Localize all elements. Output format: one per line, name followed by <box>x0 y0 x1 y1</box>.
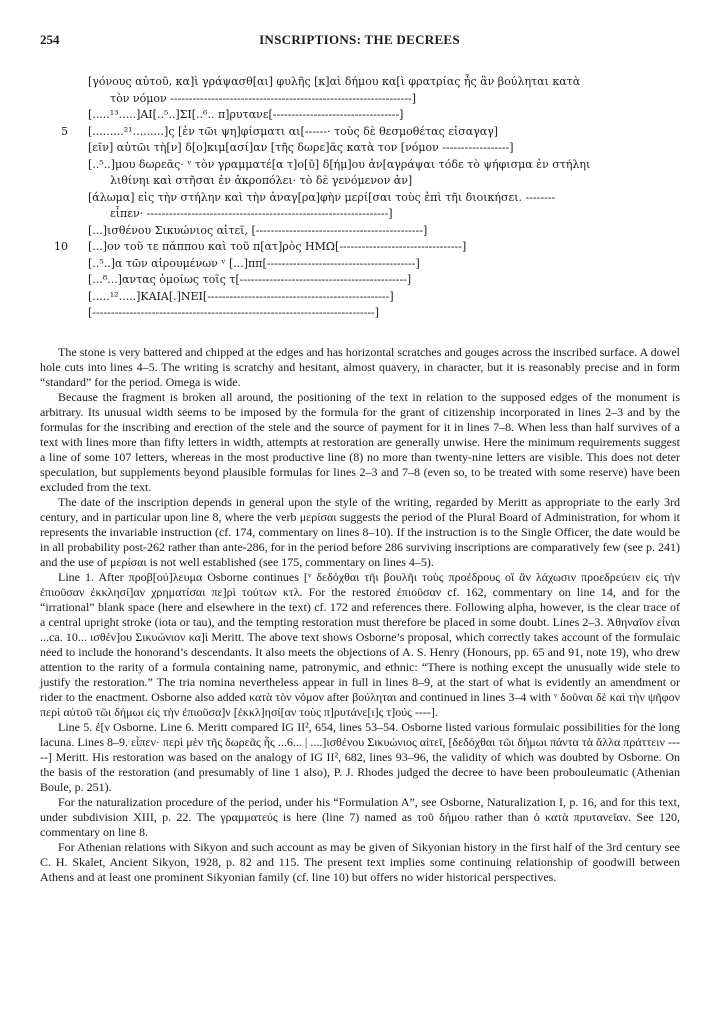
inscription-line <box>88 91 648 108</box>
inscription-line-text: [.....¹³.....]ΑΙ[..⁵..]ΣΙ[..⁶.. π]ρυτανε[----------------------------------] <box>88 108 404 121</box>
inscription-line <box>88 272 648 289</box>
inscription-line-text: [...]ισθένου Σικυώνιος αἰτεῖ, [---------------------------------------------] <box>88 223 428 237</box>
inscription-line-text: [άλωμα] εἰς τὴν στήλην καὶ τὴν ἀναγ[ρα]φὴν μερί[σαι τοὺς ἐπὶ τῆι διοικήσει. -------- <box>88 190 556 204</box>
inscription-line-text: [.........²¹.........]ς [ἐν τῶι ψη]φίσματι αι[------· τοὺς δὲ θεσμοθέτας εἰσαγαγ] <box>88 124 499 138</box>
inscription-line <box>88 173 648 190</box>
inscription-line-text: εἶπεν· -----------------------------------------------------------------] <box>110 207 393 220</box>
commentary-paragraph: For Athenian relations with Sikyon and such account as may be given of Sikyonian history in the first half of the 3rd century see C. H. Skalet, Ancient Sikyon, 1928, p. 82 and 115. The present text implies some continuing relationship of goodwill between Athens and at least one prominent Sikyonian family (cf. line 10) but offers no wider historical perspectives. <box>40 840 680 884</box>
inscription-line <box>88 74 648 91</box>
inscription-text <box>54 74 648 322</box>
inscription-line-text: [...]ον τοῦ τε πάππου καὶ τοῦ π[ατ]ρὸς ΗΜΩ[---------------------------------] <box>88 240 467 253</box>
inscription-line <box>88 305 648 322</box>
line-number: 10 <box>54 240 68 253</box>
commentary-paragraph: Because the fragment is broken all around, the positioning of the text in relation to the supposed edges of the monument is arbitrary. Its unusual width seems to be imposed by the formula for the grant of citizenship incorporated in lines 2–3 and by the formulas for the inscribing and erection of the stele and the source of payment for it in lines 7–8. When less than half survives of a text with lines more than fifty letters in width, attempts at restoration are generally unwise. Here the minimum requirements suggest a line of some 107 letters, whereas in the most productive line (8) no more than twenty-nine letters are visible. This does not deter speculation, but supplements beyond plausible formulas for lines 2–3 and 7–8 (even so, to be treated with some reserve) have been excluded from the text. <box>40 390 680 494</box>
inscription-line <box>88 223 648 240</box>
commentary-paragraph: For the naturalization procedure of the period, under his “Formulation A”, see Osborne, Naturalization I, p. 16, and for this text, under subdivision XIII, p. 22. The γραμματεύς is here (line 7) named as τοῦ δήμου rather than ὁ κατὰ πρυτανεῖαν. See 120, commentary on line 8. <box>40 795 680 839</box>
running-title: INSCRIPTIONS: THE DECREES <box>259 32 460 47</box>
inscription-line <box>88 140 648 157</box>
inscription-line-text: [----------------------------------------------------------------------------] <box>88 306 380 319</box>
inscription-line <box>88 256 648 273</box>
inscription-line <box>54 239 648 256</box>
line-number: 5 <box>61 124 68 138</box>
inscription-line-text: [..⁵..]α τῶν αἱρουμένων ᵛ [...]ππ[----------------------------------------] <box>88 256 420 270</box>
page-number: 254 <box>40 32 60 47</box>
inscription-line-text: [εῖν] αὐτῶι τὴ[ν] δ[ο]κιμ[ασί]αν [τῆς δωρε]ᾶς κατὰ τον [νόμον ------------------] <box>88 141 514 154</box>
commentary <box>40 345 680 885</box>
commentary-paragraph: Line 1. After προβ[ού]λευμα Osborne continues [ᵛ δεδόχθαι τῆι βουλῆι τοὺς προέδρους οἳ ἂν λάχωσιν προεδρεύειν εἰς τὴν ἐπιοῦσαν ἐκκλησί]αν χρηματίσαι πε]ρὶ τούτων κτλ. For the restored ἐπιοῦσαν cf. 162, commentary on line 14, and for the “irrational” blank space (here and elsewhere in the text) cf. 172 and references there. Following alpha, however, is the clear trace of a central upright stroke (iota or tau), and the tempting restoration must therefore be placed in some doubt. Lines 2–3. Ἀθηναῖον εἶναι ...ca. 10... ισθέν]ου Σικυώνιον κα]ὶ Meritt. The above text shows Osborne’s proposal, which correctly takes account of the formulaic need to include the honorand’s descendants. It also meets the objections of A. S. Henry (Honours, pp. 65 and 91, note 19), who drew attention to the rarity of a formula containing name, patronymic, and ethnic: “There is nothing except the unusually wide stele to justify the restoration.” The tria nomina nevertheless appear in full in lines 8–9, at the start of what is evidently an amendment or rider to the enactment. Osborne also added κατὰ τὸν νόμον after βούληται and continued in lines 3–4 with ᵛ δοῦναι δὲ καὶ τὴν ψῆφον περὶ αὐτοῦ τῶι δήμωι εἰς τὴν ἐπιοῦσα]ν [ἐκκλ]ησί[αν τοὺς π]ρυτάνε[ι]ς τ]ούς ----]. <box>40 570 680 719</box>
inscription-line <box>88 107 648 124</box>
inscription-line-text: [...⁸...]αντας ὁμοίως τοῖς τ[---------------------------------------------] <box>88 273 412 286</box>
inscription-line-text: [..⁵..]μου δωρεᾶς· ᵛ τὸν γραμματέ[α τ]ο[ῦ] δ[ήμ]ου ἀν[αγράψαι τόδε τὸ ψήφισμα ἐν στήληι <box>88 157 591 171</box>
inscription-line-text: [γόνους αὐτοῦ, κα]ὶ γράψασθ[αι] φυλῆς [κ]αὶ δήμου κα[ὶ φρατρίας ἧς ἂν βούληται κατὰ <box>88 75 581 88</box>
commentary-paragraph: Line 5. ἐ[ν Osborne. Line 6. Meritt compared IG II², 654, lines 53–54. Osborne listed various formulaic possibilities for the long lacuna. Lines 8–9. εἶπεν· περὶ μὲν τῆς δωρεᾶς ἧς ...6... | ....]ισθένου Σικυώνιος αἰτεῖ, [δεδόχθαι τῶι δήμωι πάντα τὰ ἄλλα πράττειν -----] Meritt. His restoration was based on the analogy of IG II², 682, lines 93–96, the validity of which was doubted by Osborne. On the basis of the restoration (and presumably of line 1 also), P. J. Rhodes judged the decree to have been probouleumatic (Athenian Boule, p. 251). <box>40 720 680 794</box>
inscription-line <box>88 157 648 174</box>
inscription-line-text: τὸν νόμον -----------------------------------------------------------------] <box>110 91 417 105</box>
inscription-line-text: λιθίνηι καὶ στῆσαι ἐν ἀκροπόλει· τὸ δὲ γενόμενον ἀν] <box>110 174 413 187</box>
inscription-line-text: [.....¹².....]ΚΑΙΑ[.]ΝΕΙ[-------------------------------------------------] <box>88 289 394 303</box>
inscription-line <box>88 289 648 306</box>
inscription-line <box>88 206 648 223</box>
page-header <box>40 32 679 52</box>
inscription-line <box>88 190 648 207</box>
commentary-paragraph: The stone is very battered and chipped at the edges and has horizontal scratches and gouges across the inscribed surface. A dowel hole cuts into lines 4–5. The writing is scratchy and hesitant, almost quavery, in character, but it is reasonably precise and in form “standard” for the period. Omega is wide. <box>40 345 680 389</box>
commentary-paragraph: The date of the inscription depends in general upon the style of the writing, regarded by Meritt as appropriate to the early 3rd century, and in particular upon line 8, where the verb μερίσαι suggests the period of the Plural Board of Administration, for whom it represents the invariable instruction (cf. 174, commentary on lines 8–10). If the instruction is to the Single Officer, the date would be in all probability post-262 rather than ante-286, for in the period before 286 surviving inscriptions are comparatively few (see p. 241) and the use of μερίσαι is not well established (see 175, commentary on lines 4–5). <box>40 495 680 569</box>
inscription-line <box>61 124 648 141</box>
